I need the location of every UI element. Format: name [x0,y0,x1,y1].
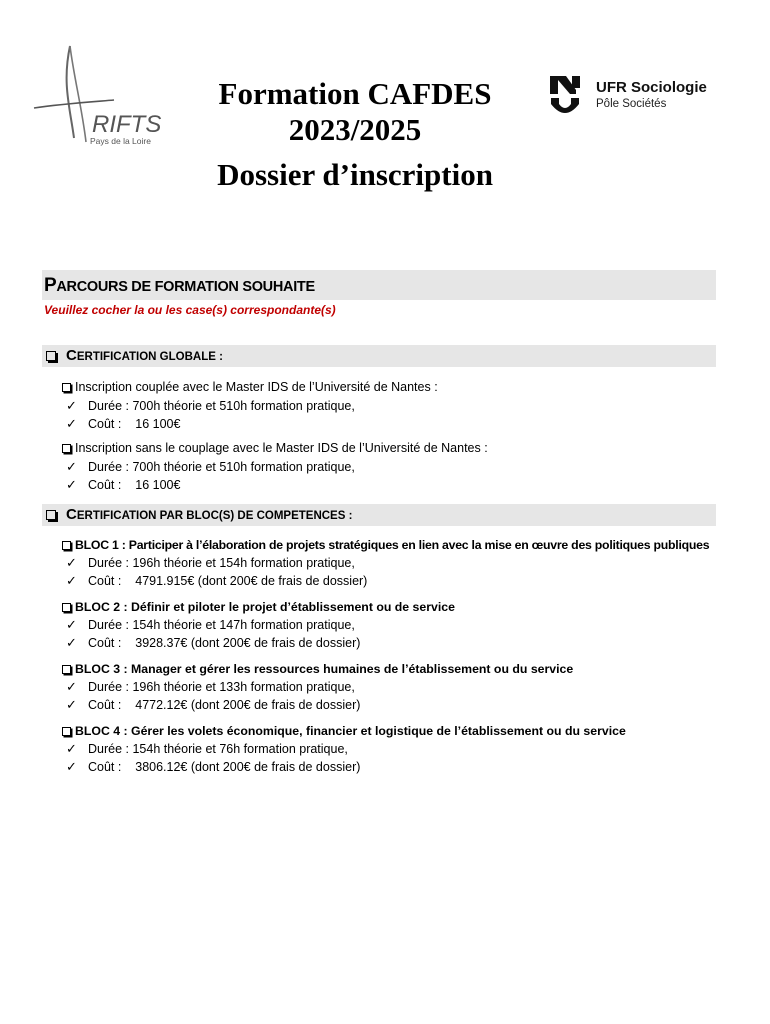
option-duration: Durée : 700h théorie et 510h formation pratique, [88,399,355,413]
checkbox-icon[interactable] [62,665,71,674]
list-item [66,398,355,414]
checkmark-icon: ✓ [66,617,77,632]
list-item [66,573,367,589]
arifts-logo-subtitle: Pays de la Loire [90,136,151,146]
checkmark-icon: ✓ [66,477,77,492]
checkmark-icon: ✓ [66,416,77,431]
page-title-line1: Formation CAFDES [218,76,492,111]
option-cost: Coût : 16 100€ [88,478,181,492]
bloc-label: BLOC 1 : Participer à l’élaboration de projets stratégiques en lien avec la mise en œuvre des politiques publiques [75,538,710,552]
bloc-label: BLOC 3 : Manager et gérer les ressources humaines de l’établissement ou du service [75,662,574,676]
cert-global-heading [46,347,223,364]
list-item [66,617,355,633]
checkmark-icon: ✓ [66,679,77,694]
checkbox-icon[interactable] [62,603,71,612]
bloc-label: BLOC 4 : Gérer les volets économique, financier et logistique de l’établissement ou du service [75,724,626,738]
checkbox-icon[interactable] [62,383,71,392]
ufr-name: UFR Sociologie [596,79,707,96]
bloc-1-option [62,538,709,552]
bloc-2-option [62,600,455,614]
list-item [66,416,180,432]
option-label: Inscription sans le couplage avec le Master IDS de l’Université de Nantes : [75,441,488,455]
list-item [66,635,360,651]
checkbox-icon[interactable] [46,351,56,361]
arifts-logo-text: RIFTS [92,111,162,138]
arifts-logo [30,38,170,150]
cert-blocs-heading [46,506,352,523]
checkmark-icon: ✓ [66,697,77,712]
instruction-text: Veuillez cocher la ou les case(s) correspondante(s) [44,303,336,317]
option-label: Inscription couplée avec le Master IDS de l’Université de Nantes : [75,380,438,394]
option-duration: Durée : 700h théorie et 510h formation pratique, [88,460,355,474]
checkmark-icon: ✓ [66,759,77,774]
university-logo-icon [548,74,588,118]
checkbox-icon[interactable] [46,510,56,520]
list-item [66,679,355,695]
bloc-duration: Durée : 196h théorie et 154h formation pratique, [88,556,355,570]
ufr-pole: Pôle Sociétés [596,98,667,110]
section-title [44,275,315,297]
checkmark-icon: ✓ [66,573,77,588]
cert-global-rest: ERTIFICATION GLOBALE : [76,351,223,363]
list-item [66,477,180,493]
page-title-line2: 2023/2025 [288,112,422,147]
checkbox-icon[interactable] [62,541,71,550]
list-item [66,759,360,775]
arifts-logo-mark [30,38,170,150]
page-title-line3: Dossier d’inscription [217,157,493,192]
bloc-duration: Durée : 196h théorie et 133h formation pratique, [88,680,355,694]
bloc-cost: Coût : 4772.12€ (dont 200€ de frais de dossier) [88,698,361,712]
bloc-cost: Coût : 3806.12€ (dont 200€ de frais de dossier) [88,760,361,774]
list-item [66,459,355,475]
option-cost: Coût : 16 100€ [88,417,181,431]
bloc-cost: Coût : 4791.915€ (dont 200€ de frais de dossier) [88,574,368,588]
option-uncoupled [62,441,488,455]
bloc-label: BLOC 2 : Définir et piloter le projet d’établissement ou de service [75,600,455,614]
checkmark-icon: ✓ [66,741,77,756]
bloc-duration: Durée : 154h théorie et 76h formation pratique, [88,742,348,756]
cert-blocs-initial: C [66,506,77,523]
bloc-cost: Coût : 3928.37€ (dont 200€ de frais de dossier) [88,636,361,650]
bloc-3-option [62,662,573,676]
option-coupled [62,380,438,394]
cert-blocs-rest: ERTIFICATION PAR BLOC(S) DE COMPETENCES : [76,510,353,522]
checkmark-icon: ✓ [66,555,77,570]
checkbox-icon[interactable] [62,727,71,736]
checkmark-icon: ✓ [66,398,77,413]
section-title-initial: P [44,275,57,296]
section-title-rest: ARCOURS DE FORMATION SOUHAITE [56,279,315,295]
list-item [66,741,348,757]
list-item [66,555,355,571]
list-item [66,697,360,713]
cert-global-initial: C [66,347,77,364]
checkmark-icon: ✓ [66,635,77,650]
bloc-duration: Durée : 154h théorie et 147h formation pratique, [88,618,355,632]
bloc-4-option [62,724,626,738]
checkmark-icon: ✓ [66,459,77,474]
checkbox-icon[interactable] [62,444,71,453]
